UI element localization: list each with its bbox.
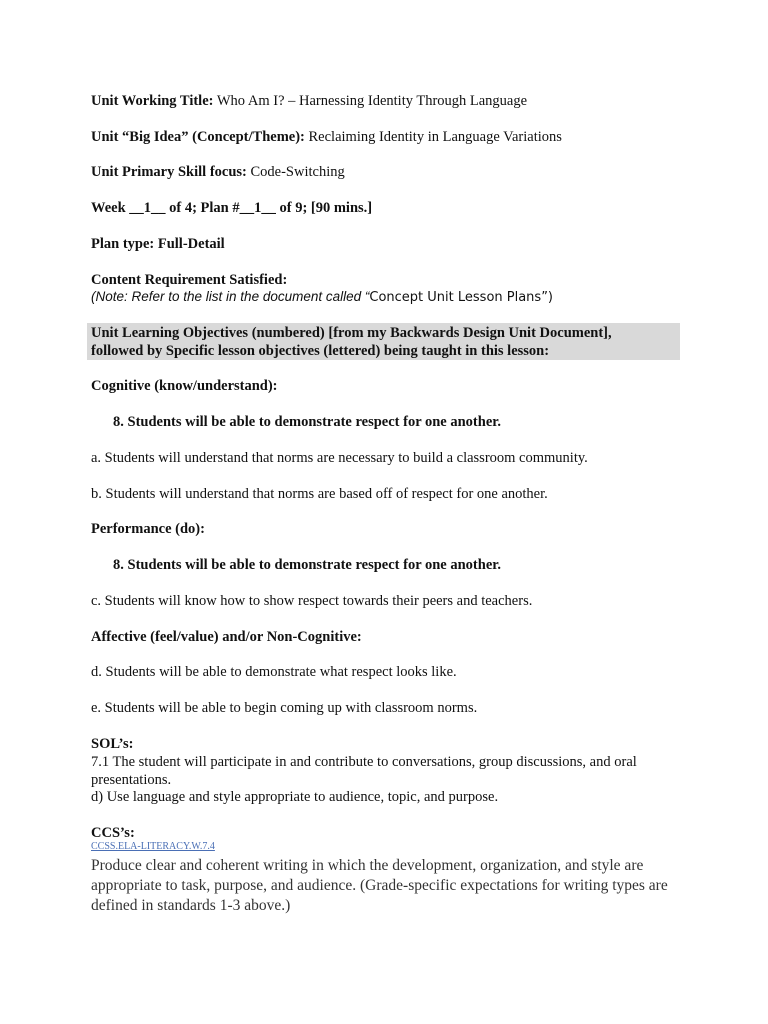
unit-working-title-value: Who Am I? – Harnessing Identity Through Language	[216, 93, 528, 109]
cognitive-a: a. Students will understand that norms are necessary to build a classroom community.	[91, 450, 588, 466]
content-requirement-label: Content Requirement Satisfied:	[91, 272, 288, 288]
week-plan	[91, 200, 372, 217]
content-requirement-note	[91, 289, 553, 306]
objectives-header-line1: Unit Learning Objectives (numbered) [from my Backwards Design Unit Document],	[91, 325, 612, 341]
ccss-heading	[91, 825, 135, 842]
sols-heading	[91, 736, 133, 753]
sols-heading-text: SOL’s:	[91, 736, 134, 752]
big-idea	[91, 129, 562, 146]
unit-working-title	[91, 93, 527, 110]
skill-focus	[91, 164, 345, 181]
performance-objective-text: 8. Students will be able to demonstrate respect for one another.	[113, 557, 501, 573]
ccss-heading-text: CCS’s:	[91, 825, 135, 841]
performance-heading-text: Performance (do):	[91, 521, 205, 537]
ccss-link[interactable]: CCSS.ELA-LITERACY.W.7.4	[91, 841, 215, 852]
cognitive-objective-text: 8. Students will be able to demonstrate respect for one another.	[113, 414, 501, 430]
plan-type-text: Plan type: Full-Detail	[91, 236, 225, 252]
objectives-header-line2: followed by Specific lesson objectives (lettered) being taught in this lesson:	[91, 343, 550, 359]
sols-line2: d) Use language and style appropriate to audience, topic, and purpose.	[91, 789, 499, 805]
affective-heading-text: Affective (feel/value) and/or Non-Cognitive:	[91, 629, 362, 645]
skill-focus-label: Unit Primary Skill focus:	[91, 164, 247, 180]
performance-objective	[113, 557, 501, 574]
plan-type	[91, 236, 225, 253]
ccss-text: Produce clear and coherent writing in which the development, organization, and style are appropriate to task, purpose, and audience. (Grade-specific expectations for writing types are defined in standards 1-3 above.)	[91, 857, 668, 914]
note-italic: (Note: Refer to the list in the document called “	[91, 289, 370, 304]
skill-focus-value: Code-Switching	[250, 164, 345, 180]
content-requirement	[91, 272, 287, 289]
big-idea-value: Reclaiming Identity in Language Variations	[308, 129, 562, 145]
week-plan-text: Week __1__ of 4; Plan #__1__ of 9; [90 mins.]	[91, 200, 373, 216]
cognitive-heading-text: Cognitive (know/understand):	[91, 378, 278, 394]
affective-d: d. Students will be able to demonstrate what respect looks like.	[91, 664, 457, 680]
unit-working-title-label: Unit Working Title:	[91, 93, 214, 109]
performance-c: c. Students will know how to show respect towards their peers and teachers.	[91, 593, 533, 609]
sols-line1: 7.1 The student will participate in and contribute to conversations, group discussions, and oral presentations.	[91, 754, 637, 788]
cognitive-b: b. Students will understand that norms are based off of respect for one another.	[91, 486, 548, 502]
performance-heading	[91, 521, 205, 538]
cognitive-heading	[91, 378, 278, 395]
note-plain: Concept Unit Lesson Plans”)	[369, 290, 554, 305]
affective-heading	[91, 629, 362, 646]
cognitive-objective	[113, 414, 501, 431]
big-idea-label: Unit “Big Idea” (Concept/Theme):	[91, 129, 305, 145]
affective-e: e. Students will be able to begin coming up with classroom norms.	[91, 700, 478, 716]
